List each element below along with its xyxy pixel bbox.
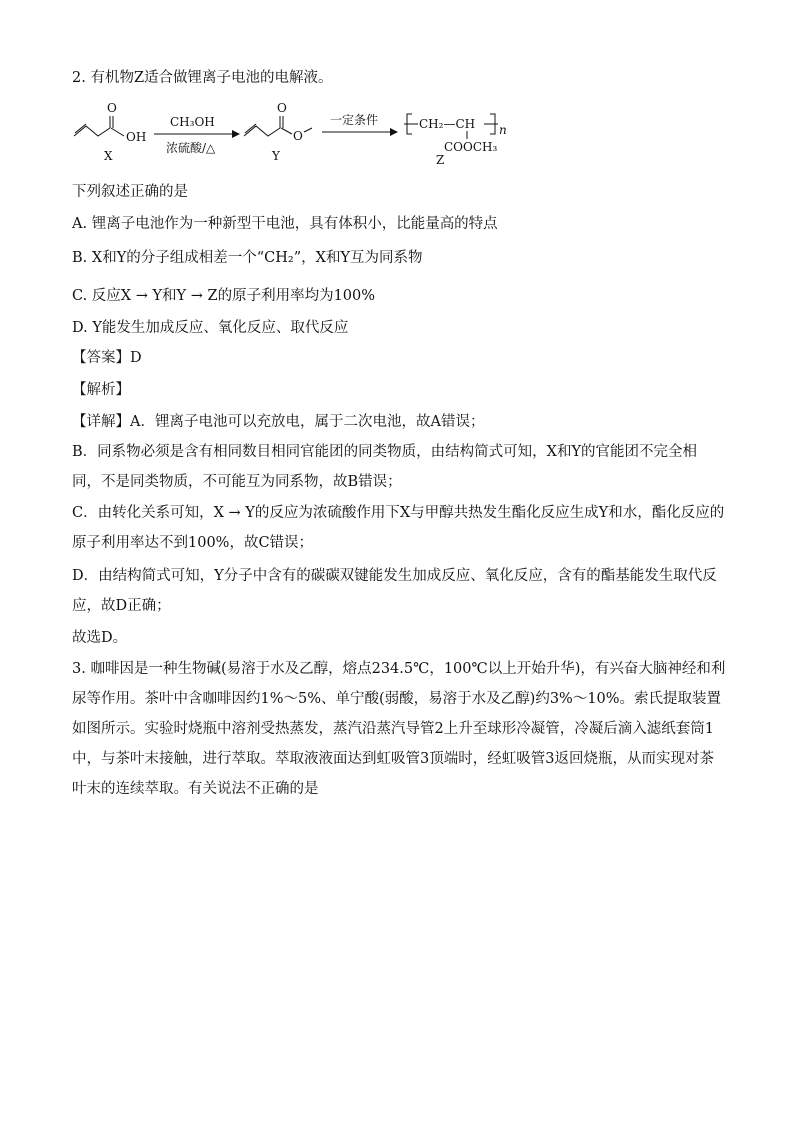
z-repeat-n: n [499,123,507,137]
analysis-conclusion: 故选D。 [72,630,128,646]
analysis-d: D．由结构简式可知，Y分子中含有的碳碳双键能发生加成反应、氧化反应，含有的酯基能发生取代反应，故D正确； [72,568,717,614]
answer-label: 【答案】D [72,350,142,366]
question-2-prompt: 下列叙述正确的是 [72,184,188,200]
reagent-methanol: CH₃OH [170,115,215,129]
compound-x-structure [74,101,146,163]
compound-y-structure [244,101,312,163]
option-d: D. Y能发生加成反应、氧化反应、取代反应 [72,320,349,336]
y-carbonyl-o: O [277,101,287,115]
analysis-a: 【详解】A．锂离子电池可以充放电，属于二次电池，故A错误； [72,414,485,430]
reagent-sulfuric-acid: 浓硫酸/△ [166,141,216,155]
analysis-c: C．由转化关系可知，X → Y的反应为浓硫酸作用下X与甲醇共热发生酯化反应生成Y和水，酯化反应的原子利用率达不到100%，故C错误； [72,505,725,551]
z-backbone: CH₂—CH [419,117,476,131]
x-oh: OH [126,130,147,144]
option-b: B. X和Y的分子组成相差一个“CH₂”，X和Y互为同系物 [72,250,423,266]
option-c: C. 反应X → Y和Y → Z的原子利用率均为100% [72,288,376,304]
analysis-label: 【解析】 [72,382,130,398]
condition-label: 一定条件 [330,113,379,127]
z-ester-group: COOCH₃ [444,140,498,154]
x-carbonyl-o: O [107,101,117,115]
question-3-stem: 3. 咖啡因是一种生物碱(易溶于水及乙醇，熔点234.5℃，100℃以上开始升华)，有兴奋大脑神经和利尿等作用。茶叶中含咖啡因约1%～5%、单宁酸(弱酸，易溶于水及乙醇)约3%～10%。索氏提取装置如图所示。实验时烧瓶中溶剂受热蒸发，蒸汽沿蒸汽导管2上升至球形冷凝管，冷凝后滴入滤纸套筒1中，与茶叶末接触，进行萃取。萃取液液面达到虹吸管3顶端时，经虹吸管3返回烧瓶，从而实现对茶叶末的连续萃取。有关说法不正确的是 [72,661,726,797]
y-ester-o: O [293,129,303,143]
z-label: Z [436,153,445,167]
reaction-scheme [66,100,526,172]
arrow-y-to-z [322,112,398,136]
compound-z-structure [404,114,507,167]
question-2-stem: 2. 有机物Z适合做锂离子电池的电解液。 [72,70,333,86]
arrow-x-to-y [154,115,240,155]
y-label: Y [272,149,280,163]
analysis-b: B．同系物必须是含有相同数目相同官能团的同类物质，由结构简式可知，X和Y的官能团不完全相同，不是同类物质，不可能互为同系物，故B错误； [72,444,698,490]
option-a: A. 锂离子电池作为一种新型干电池，具有体积小，比能量高的特点 [72,216,498,232]
x-label: X [104,149,113,163]
